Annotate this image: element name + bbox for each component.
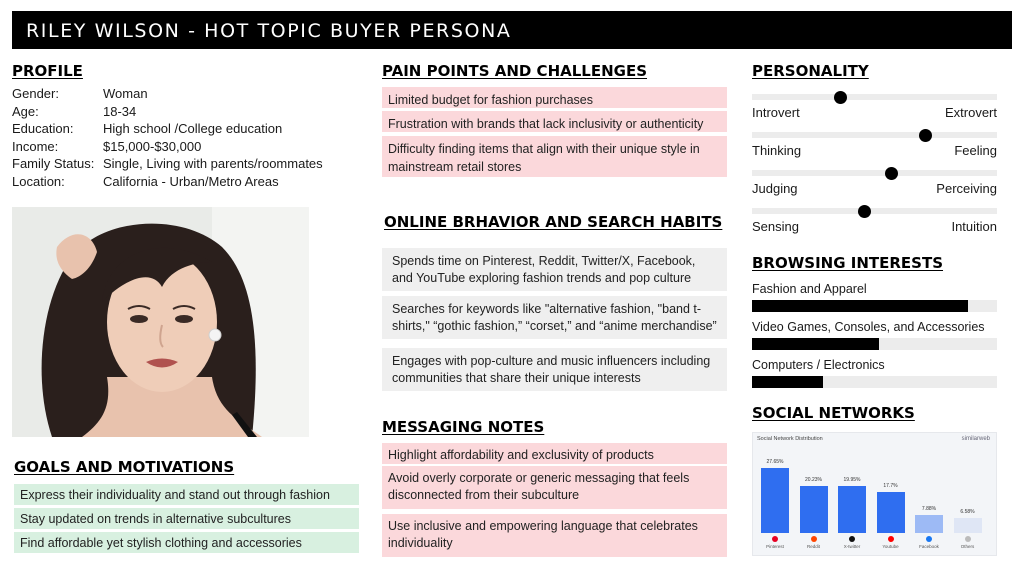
social-bar — [800, 486, 828, 533]
personality-slider — [752, 132, 997, 138]
messaging-heading: MESSAGING NOTES — [382, 418, 545, 436]
social-network-label: Facebook — [919, 544, 939, 549]
slider-knob — [919, 129, 932, 142]
profile-label: Age: — [12, 103, 39, 119]
browsing-bar-track — [752, 376, 997, 388]
social-chart — [752, 432, 997, 556]
personality-slider — [752, 94, 997, 100]
goal-item: Express their individuality and stand out through fashion — [14, 484, 359, 505]
profile-heading: PROFILE — [12, 62, 83, 80]
slider-knob — [885, 167, 898, 180]
browsing-bar-fill — [752, 338, 879, 350]
online-behavior-item: Searches for keywords like "alternative fashion, "band t-shirts," “gothic fashion,” “corset,” and “anime merchandise” — [382, 296, 727, 339]
profile-row — [12, 139, 342, 155]
online-behavior-item: Spends time on Pinterest, Reddit, Twitter/X, Facebook, and YouTube exploring fashion trends and pop culture — [382, 248, 727, 291]
social-bar-value: 7.88% — [921, 505, 937, 512]
trait-left-label: Thinking — [752, 143, 802, 158]
social-network-label: Pinterest — [766, 544, 784, 549]
social-network-icon — [849, 536, 855, 542]
trait-left-label: Sensing — [752, 219, 799, 234]
browsing-bar-fill — [752, 300, 968, 312]
slider-knob — [834, 91, 847, 104]
profile-value: High school /College education — [103, 121, 283, 137]
browsing-bar-track — [752, 300, 997, 312]
social-bar — [877, 492, 905, 533]
social-bar-value: 17.7% — [883, 482, 898, 489]
personality-heading: PERSONALITY — [752, 62, 869, 80]
profile-value: $15,000-$30,000 — [103, 138, 202, 154]
browsing-label: Computers / Electronics — [752, 358, 885, 372]
social-bar — [838, 486, 866, 533]
profile-row — [12, 174, 342, 190]
goal-item: Stay updated on trends in alternative subcultures — [14, 508, 359, 529]
trait-right-label: Perceiving — [936, 181, 997, 196]
trait-right-label: Intuition — [951, 219, 997, 234]
profile-row — [12, 86, 342, 102]
social-network-label: Youtube — [882, 544, 899, 549]
profile-label: Education: — [12, 121, 74, 137]
social-heading: SOCIAL NETWORKS — [752, 404, 915, 422]
social-chart-title: Social Network Distribution — [757, 436, 823, 442]
portrait-illustration — [12, 207, 309, 437]
social-network-icon — [965, 536, 971, 542]
goal-item: Find affordable yet stylish clothing and accessories — [14, 532, 359, 553]
persona-photo — [12, 207, 309, 437]
trait-left-label: Introvert — [752, 105, 800, 120]
profile-row — [12, 156, 342, 172]
profile-label: Gender: — [12, 86, 59, 101]
profile-row — [12, 104, 342, 120]
profile-value: California - Urban/Metro Areas — [103, 174, 279, 189]
social-network-label: Others — [960, 544, 975, 549]
social-bar — [954, 518, 982, 533]
messaging-item: Use inclusive and empowering language that celebrates individuality — [382, 514, 727, 557]
profile-value: Woman — [103, 86, 148, 101]
goals-heading: GOALS AND MOTIVATIONS — [14, 458, 235, 476]
browsing-label: Video Games, Consoles, and Accessories — [752, 320, 985, 334]
social-network-icon — [888, 536, 894, 542]
social-network-icon — [926, 536, 932, 542]
social-bar — [915, 515, 943, 533]
social-bar-value: 27.65% — [766, 459, 784, 466]
browsing-bar-track — [752, 338, 997, 350]
trait-right-label: Extrovert — [944, 105, 997, 120]
online-behavior-item: Engages with pop-culture and music influencers including communities that share their unique interests — [382, 348, 727, 391]
profile-label: Location: — [12, 174, 65, 189]
browsing-label: Fashion and Apparel — [752, 282, 867, 296]
browsing-heading: BROWSING INTERESTS — [752, 254, 944, 272]
messaging-item: Avoid overly corporate or generic messaging that feels disconnected from their subculture — [382, 466, 727, 509]
social-bar-value: 6.58% — [960, 508, 975, 515]
profile-value: Single, Living with parents/roommates — [103, 156, 323, 172]
pain-point-item: Limited budget for fashion purchases — [382, 87, 727, 108]
profile-value: 18-34 — [103, 103, 137, 119]
personality-slider — [752, 208, 997, 214]
profile-row — [12, 121, 342, 137]
pain-point-item: Frustration with brands that lack inclusivity or authenticity — [382, 111, 727, 132]
social-network-icon — [811, 536, 817, 542]
messaging-item: Highlight affordability and exclusivity of products — [382, 443, 727, 464]
trait-left-label: Judging — [752, 181, 798, 196]
page-title: RILEY WILSON - HOT TOPIC BUYER PERSONA — [12, 11, 1012, 49]
trait-right-label: Feeling — [954, 143, 997, 158]
browsing-bar-fill — [752, 376, 823, 388]
personality-slider — [752, 170, 997, 176]
pain-point-item: Difficulty finding items that align with their unique style in mainstream retail stores — [382, 136, 727, 177]
social-network-label: X-twitter — [843, 544, 861, 549]
profile-label: Income: — [12, 138, 59, 154]
social-bar — [761, 468, 789, 533]
similarweb-logo: similarweb — [961, 436, 990, 442]
social-network-label: Reddit — [806, 544, 820, 549]
profile-label: Family Status: — [12, 156, 95, 172]
slider-knob — [858, 205, 871, 218]
pain-points-heading: PAIN POINTS AND CHALLENGES — [382, 62, 648, 80]
social-bar-value: 20.23% — [805, 476, 822, 483]
social-network-icon — [772, 536, 778, 542]
social-bar-value: 19.95% — [843, 477, 861, 484]
online-behavior-heading: ONLINE BRHAVIOR AND SEARCH HABITS — [384, 213, 723, 231]
